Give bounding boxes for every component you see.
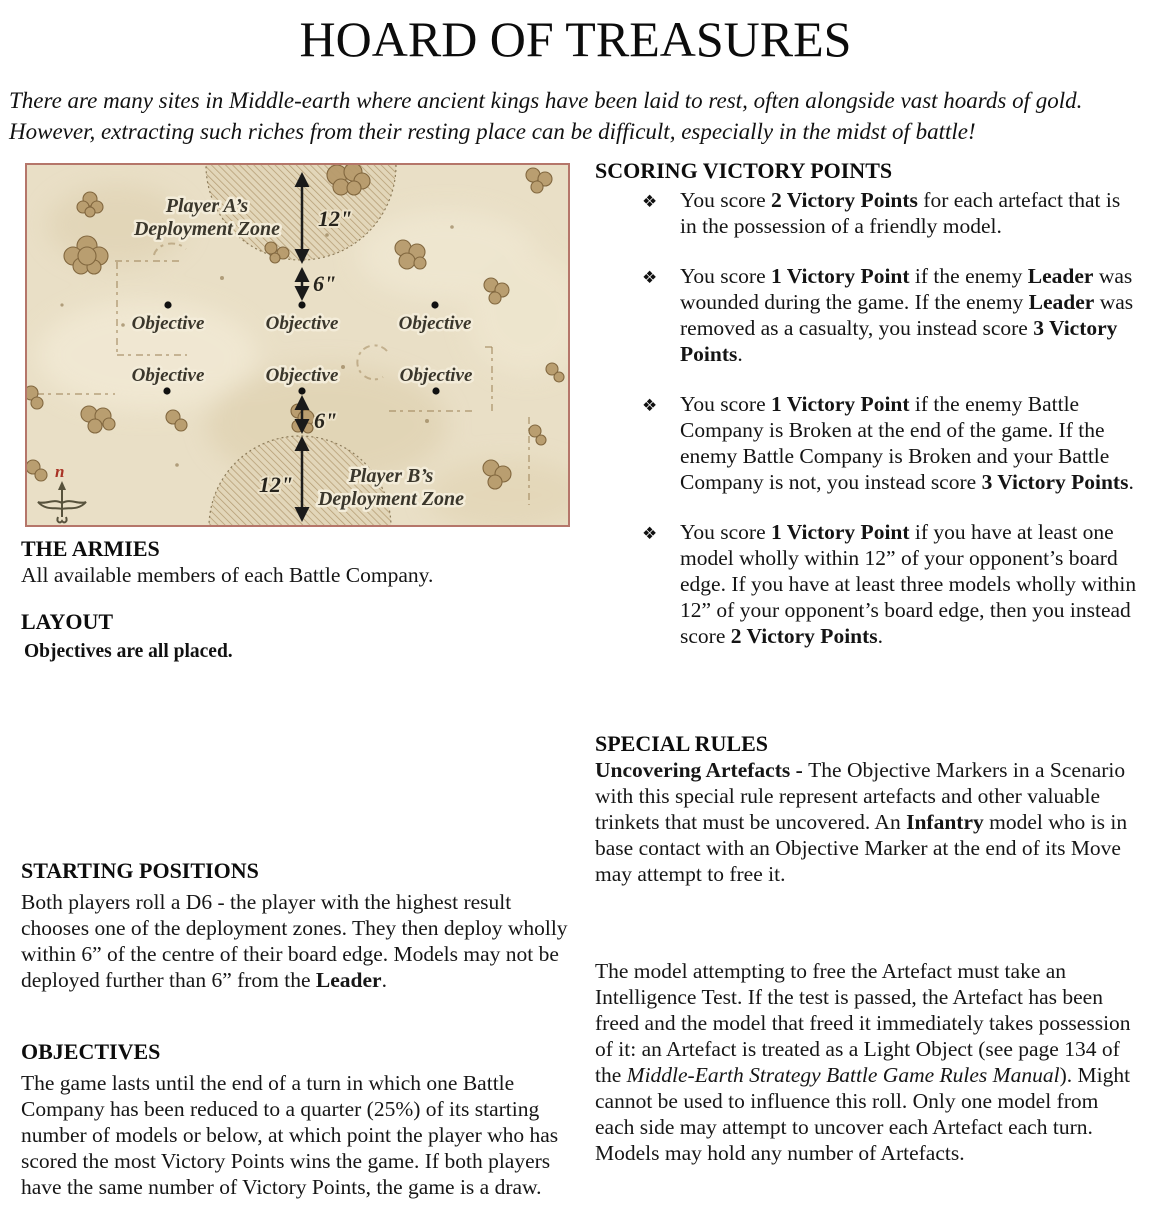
section-starting-positions [21, 858, 573, 993]
deployment-map [25, 163, 570, 527]
player-a-zone-label-line1: Player A’s [165, 195, 249, 217]
objective-label-6: Objective [399, 365, 473, 386]
section-scoring-victory-points [595, 158, 1143, 673]
special-rules-heading: SPECIAL RULES [595, 731, 769, 756]
victory-point-text: You score 1 Victory Point if the enemy Leader was wounded during the game. If the enemy Leader was removed as a casualty, you instead score 3 Victory Points. [680, 264, 1134, 366]
measure-6-bottom: 6" [314, 408, 338, 433]
objective-label-1: Objective [131, 313, 205, 334]
objectives-heading: OBJECTIVES [21, 1039, 161, 1064]
section-objectives [21, 1039, 573, 1200]
victory-point-item [642, 519, 1140, 649]
objective-label-5: Objective [265, 365, 339, 386]
intro-paragraph: There are many sites in Middle-earth where ancient kings have been laid to rest, often alongside vast hoards of gold. However, extracting such riches from their resting place can be difficult, especially in the midst of battle! [9, 88, 1083, 144]
diamond-bullet-icon: ❖ [642, 396, 658, 416]
player-a-zone-label-line2: Deployment Zone [133, 218, 281, 240]
victory-point-item [642, 391, 1140, 495]
diamond-bullet-icon: ❖ [642, 192, 658, 212]
player-b-zone-label-line2: Deployment Zone [317, 488, 465, 510]
objective-label-2: Objective [265, 313, 339, 334]
objectives-body: The game lasts until the end of a turn in which one Battle Company has been reduced to a quarter (25%) of its starting number of models or below, at which point the player who has scored the most Victory Points wins the game. If both players have the same number of Victory Points, the game is a draw. [21, 1071, 559, 1199]
the-armies-body: All available members of each Battle Company. [21, 563, 434, 587]
objective-label-3: Objective [398, 313, 472, 334]
deployment-map-svg [27, 165, 568, 525]
victory-point-item [642, 263, 1140, 367]
uncovering-artefacts-paragraph: Uncovering Artefacts - The Objective Markers in a Scenario with this special rule represent artefacts and other valuable trinkets that must be uncovered. An Infantry model who is in base contact with an Objective Marker at the end of its Move may attempt to free it. [595, 758, 1128, 886]
diamond-bullet-icon: ❖ [642, 524, 658, 544]
compass-north-letter: n [55, 462, 65, 481]
the-armies-heading: THE ARMIES [21, 536, 160, 561]
victory-points-list [595, 187, 1143, 649]
section-the-armies [21, 536, 573, 588]
diamond-bullet-icon: ❖ [642, 268, 658, 288]
starting-positions-body: Both players roll a D6 - the player with the highest result chooses one of the deployment zones. They then deploy wholly within 6” of the centre of their board edge. Models may not be deployed further than 6” from the Leader. [21, 890, 568, 992]
scoring-heading: SCORING VICTORY POINTS [595, 158, 893, 183]
measure-12-top: 12" [318, 206, 353, 231]
victory-point-text: You score 2 Victory Points for each artefact that is in the possession of a friendly model. [680, 188, 1121, 238]
victory-point-item [642, 187, 1140, 239]
starting-positions-heading: STARTING POSITIONS [21, 858, 259, 883]
measure-6-top: 6" [313, 271, 337, 296]
victory-point-text: You score 1 Victory Point if the enemy Battle Company is Broken at the end of the game. If the enemy Battle Company is Broken and your Battle Company is not, you instead score 3 Victory Points. [680, 392, 1134, 494]
section-special-rules-continued [595, 958, 1143, 1166]
section-special-rules [595, 731, 1143, 887]
intelligence-test-paragraph: The model attempting to free the Artefact must take an Intelligence Test. If the test is passed, the Artefact has been freed and the model that freed it immediately takes possession of it: an Artefact is treated as a Light Object (see page 134 of the Middle-Earth Strategy Battle Game Rules Manual). Might cannot be used to influence this roll. Only one model from each side may attempt to uncover each Artefact each turn. Models may hold any number of Artefacts. [595, 959, 1131, 1165]
page-title: HOARD OF TREASURES [299, 11, 852, 67]
measure-12-bottom: 12" [258, 472, 294, 497]
layout-body: Objectives are all placed. [24, 641, 233, 662]
victory-point-text: You score 1 Victory Point if you have at least one model wholly within 12” of your opponent’s board edge. If you have at least three models wholly within 12” of your opponent’s board edge, then you instead score 2 Victory Points. [680, 520, 1137, 648]
player-b-zone-label-line1: Player B’s [348, 465, 434, 487]
objective-label-4: Objective [131, 365, 205, 386]
section-layout [21, 609, 573, 664]
layout-heading: LAYOUT [21, 609, 114, 634]
